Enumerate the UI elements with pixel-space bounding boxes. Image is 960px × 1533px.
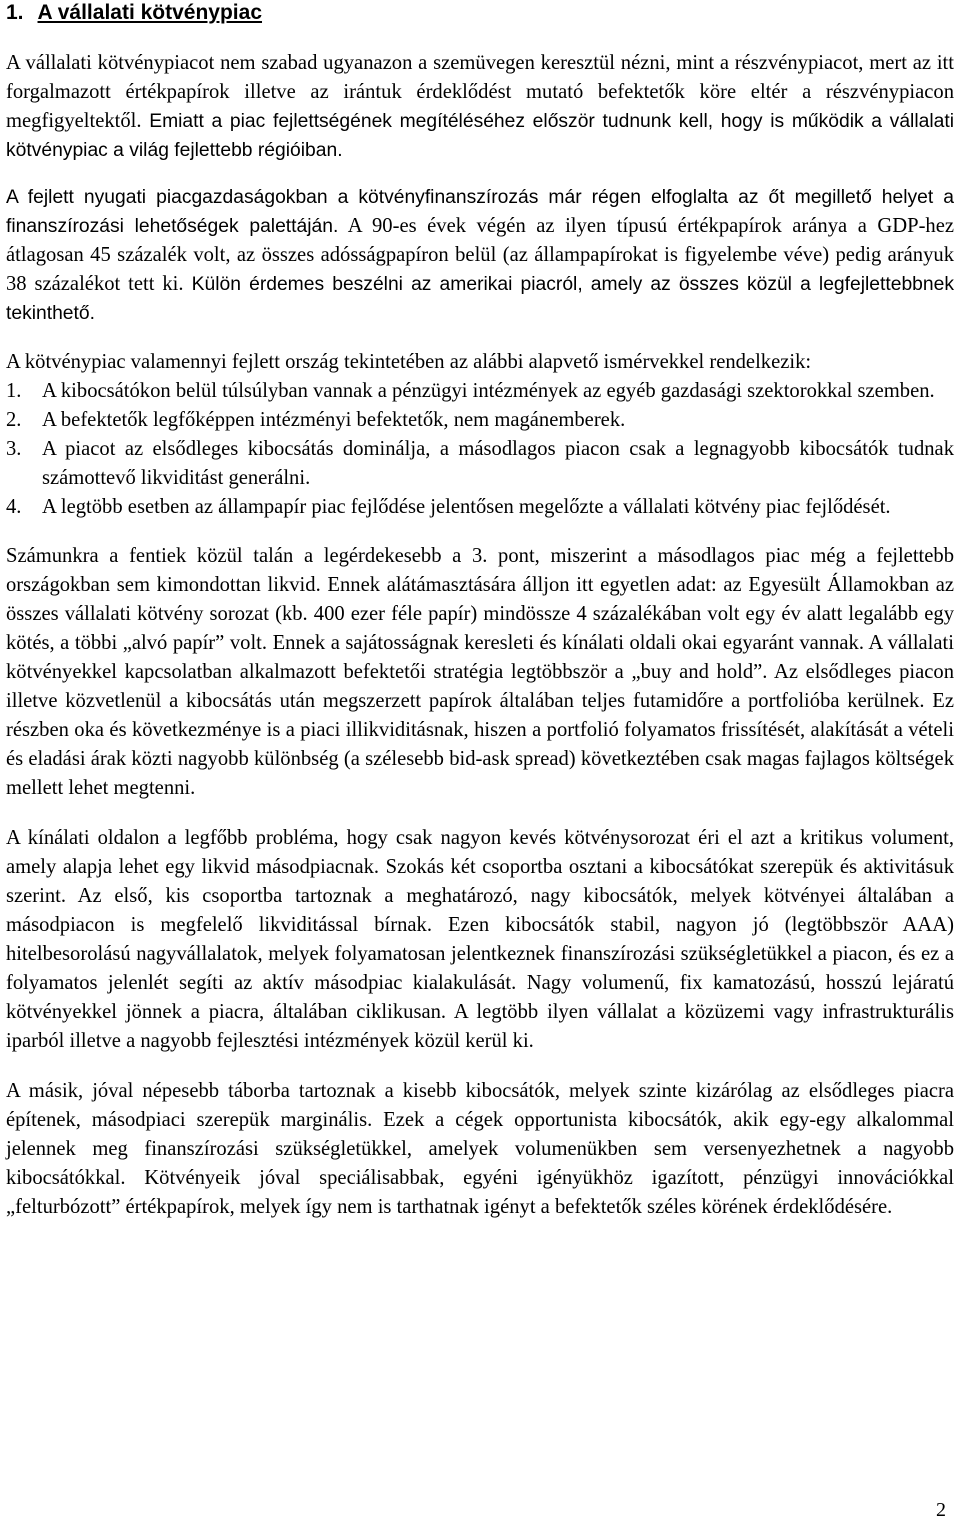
- paragraph-liquidity: Számunkra a fentiek közül talán a legérdekesebb a 3. pont, miszerint a másodlagos piac még a fejlettebb országokban sem kimondottan likvid. Ennek alátámasztására álljon itt egyetlen adat: az Egyesült Államokban az összes vállalati kötvény sorozat (kb. 400 ezer féle papír) mindössze 4 százalékában volt egy év alatt legalább egy kötés, a többi „alvó papír” volt. Ennek a sajátosságnak keresleti és kínálati oldali okai egyaránt vannak. A vállalati kötvényekkel kapcsolatban alkalmazott befektetői stratégia legtöbbször a „buy and hold”. Az elsődleges piacon illetve közvetlenül a kibocsátás után megszerzett papírok általában teljes futamidőre a portfolióba kerülnek. Ez részben oka és következménye is a piaci illikviditásnak, hiszen a portfolió folyamatos frissítését, alakítását a vételi és eladási árak közti nagyobb különbség (a szélesebb bid-ask spread) következtében csak magas fajlagos költségek mellett lehet megtenni.: [6, 545, 954, 799]
- list-item: [6, 435, 954, 493]
- list-item-text: A befektetők legfőképpen intézményi befektetők, nem magánemberek.: [42, 409, 626, 431]
- section-heading: [6, 0, 954, 29]
- paragraph-small-issuers: A másik, jóval népesebb táborba tartoznak a kisebb kibocsátók, melyek szinte kizárólag az elsődleges piacra építenek, másodpiaci szerepük marginális. Ezek a cégek opportunista kibocsátók, akik egy-egy alkalommal jelennek meg finanszírozási szükségletükkel, amelyek volumenükben sem versenyezhetnek a nagyobb kibocsátókkal. Kötvényeik jóval speciálisabbak, egyéni igényükhöz igazított, pénzügyi innovációkkal „felturbózott” értékpapírok, melyek így nem is tarthatnak igényt a befektetők széles körének érdeklődésére.: [6, 1080, 954, 1218]
- list-item: [6, 406, 954, 435]
- paragraph-western-markets: [6, 183, 954, 328]
- list-marker: 4.: [6, 496, 22, 518]
- list-item: [6, 493, 954, 522]
- list-item: [6, 377, 954, 406]
- list-marker: 1.: [6, 380, 22, 402]
- western-markets-text-c: Külön érdemes beszélni az amerikai piacról, amely az összes közül a legfejlettebbnek tekinthető.: [6, 274, 954, 324]
- list-item-text: A piacot az elsődleges kibocsátás dominálja, a másodlagos piacon csak a legnagyobb kibocsátók tudnak számottevő likviditást generálni.: [42, 438, 954, 489]
- paragraph-intro: [6, 49, 954, 165]
- section-number: 1.: [6, 1, 24, 24]
- western-markets-text-a: A fejlett nyugati piacgazdaságokban a kötvényfinanszírozás már régen elfoglalta az őt megillető helyet a finanszírozási lehetőségek palettáján.: [6, 187, 954, 237]
- list-marker: 3.: [6, 438, 22, 460]
- list-item-text: A kibocsátókon belül túlsúlyban vannak a pénzügyi intézmények az egyéb gazdasági szektorokkal szemben.: [42, 380, 935, 402]
- western-markets-text-b: A 90-es évek végén az ilyen típusú értékpapírok aránya a GDP-hez átlagosan 45 százalék volt, az összes adósságpapíron belül (az állampapírokat is figyelembe véve) pedig arányuk 38 százalékot tett ki.: [6, 215, 955, 295]
- section-title: A vállalati kötvénypiac: [37, 1, 263, 24]
- intro-text-serif: A vállalati kötvénypiacot nem szabad ugyanazon a szemüvegen keresztül nézni, mint a részvénypiacot, mert az itt forgalmazott értékpapírok illetve az irántuk érdeklődést mutató befektetők köre eltér a részvénypiacon megfigyeltektől.: [6, 52, 954, 132]
- document-page: [6, 0, 954, 1222]
- criteria-list: [6, 377, 954, 522]
- page-number: 2: [936, 1499, 946, 1521]
- list-item-text: A legtöbb esetben az állampapír piac fejlődése jelentősen megelőzte a vállalati kötvény piac fejlődését.: [42, 496, 891, 518]
- intro-text-sans: Emiatt a piac fejlettségének megítéléséhez először tudnunk kell, hogy is működik a vállalati kötvénypiac a világ fejlettebb régióiban.: [6, 111, 954, 161]
- paragraph-supply-side: A kínálati oldalon a legfőbb probléma, hogy csak nagyon kevés kötvénysorozat éri el azt a kritikus volument, amely alapja lehet egy likvid másodpiacnak. Szokás két csoportba osztani a kibocsátókat szerepük és aktivitásuk szerint. Az első, kis csoportba tartoznak a meghatározó, nagy kibocsátók, melyek kötvényei általában a másodpiacon is megfelelő likviditással bírnak. Ezen kibocsátók stabil, nagyon jó (legtöbbször AAA) hitelbesorolású nagyvállalatok, melyek folyamatosan jelentkeznek finanszírozási szükségletükkel a piacon, és ez a folyamatos jelenlét segíti az aktív másodpiac kialakulását. Nagy volumenű, fix kamatozású, hosszú lejáratú kötvényekkel jönnek a piacra, általában ciklikusan. A legtöbb ilyen vállalat a közüzemi vagy infrastrukturális iparból illetve a nagyobb fejlesztési intézmények közül kerül ki.: [6, 827, 954, 1052]
- paragraph-criteria-intro: A kötvénypiac valamennyi fejlett ország tekintetében az alábbi alapvető ismérvekkel rendelkezik:: [6, 351, 812, 373]
- list-marker: 2.: [6, 409, 22, 431]
